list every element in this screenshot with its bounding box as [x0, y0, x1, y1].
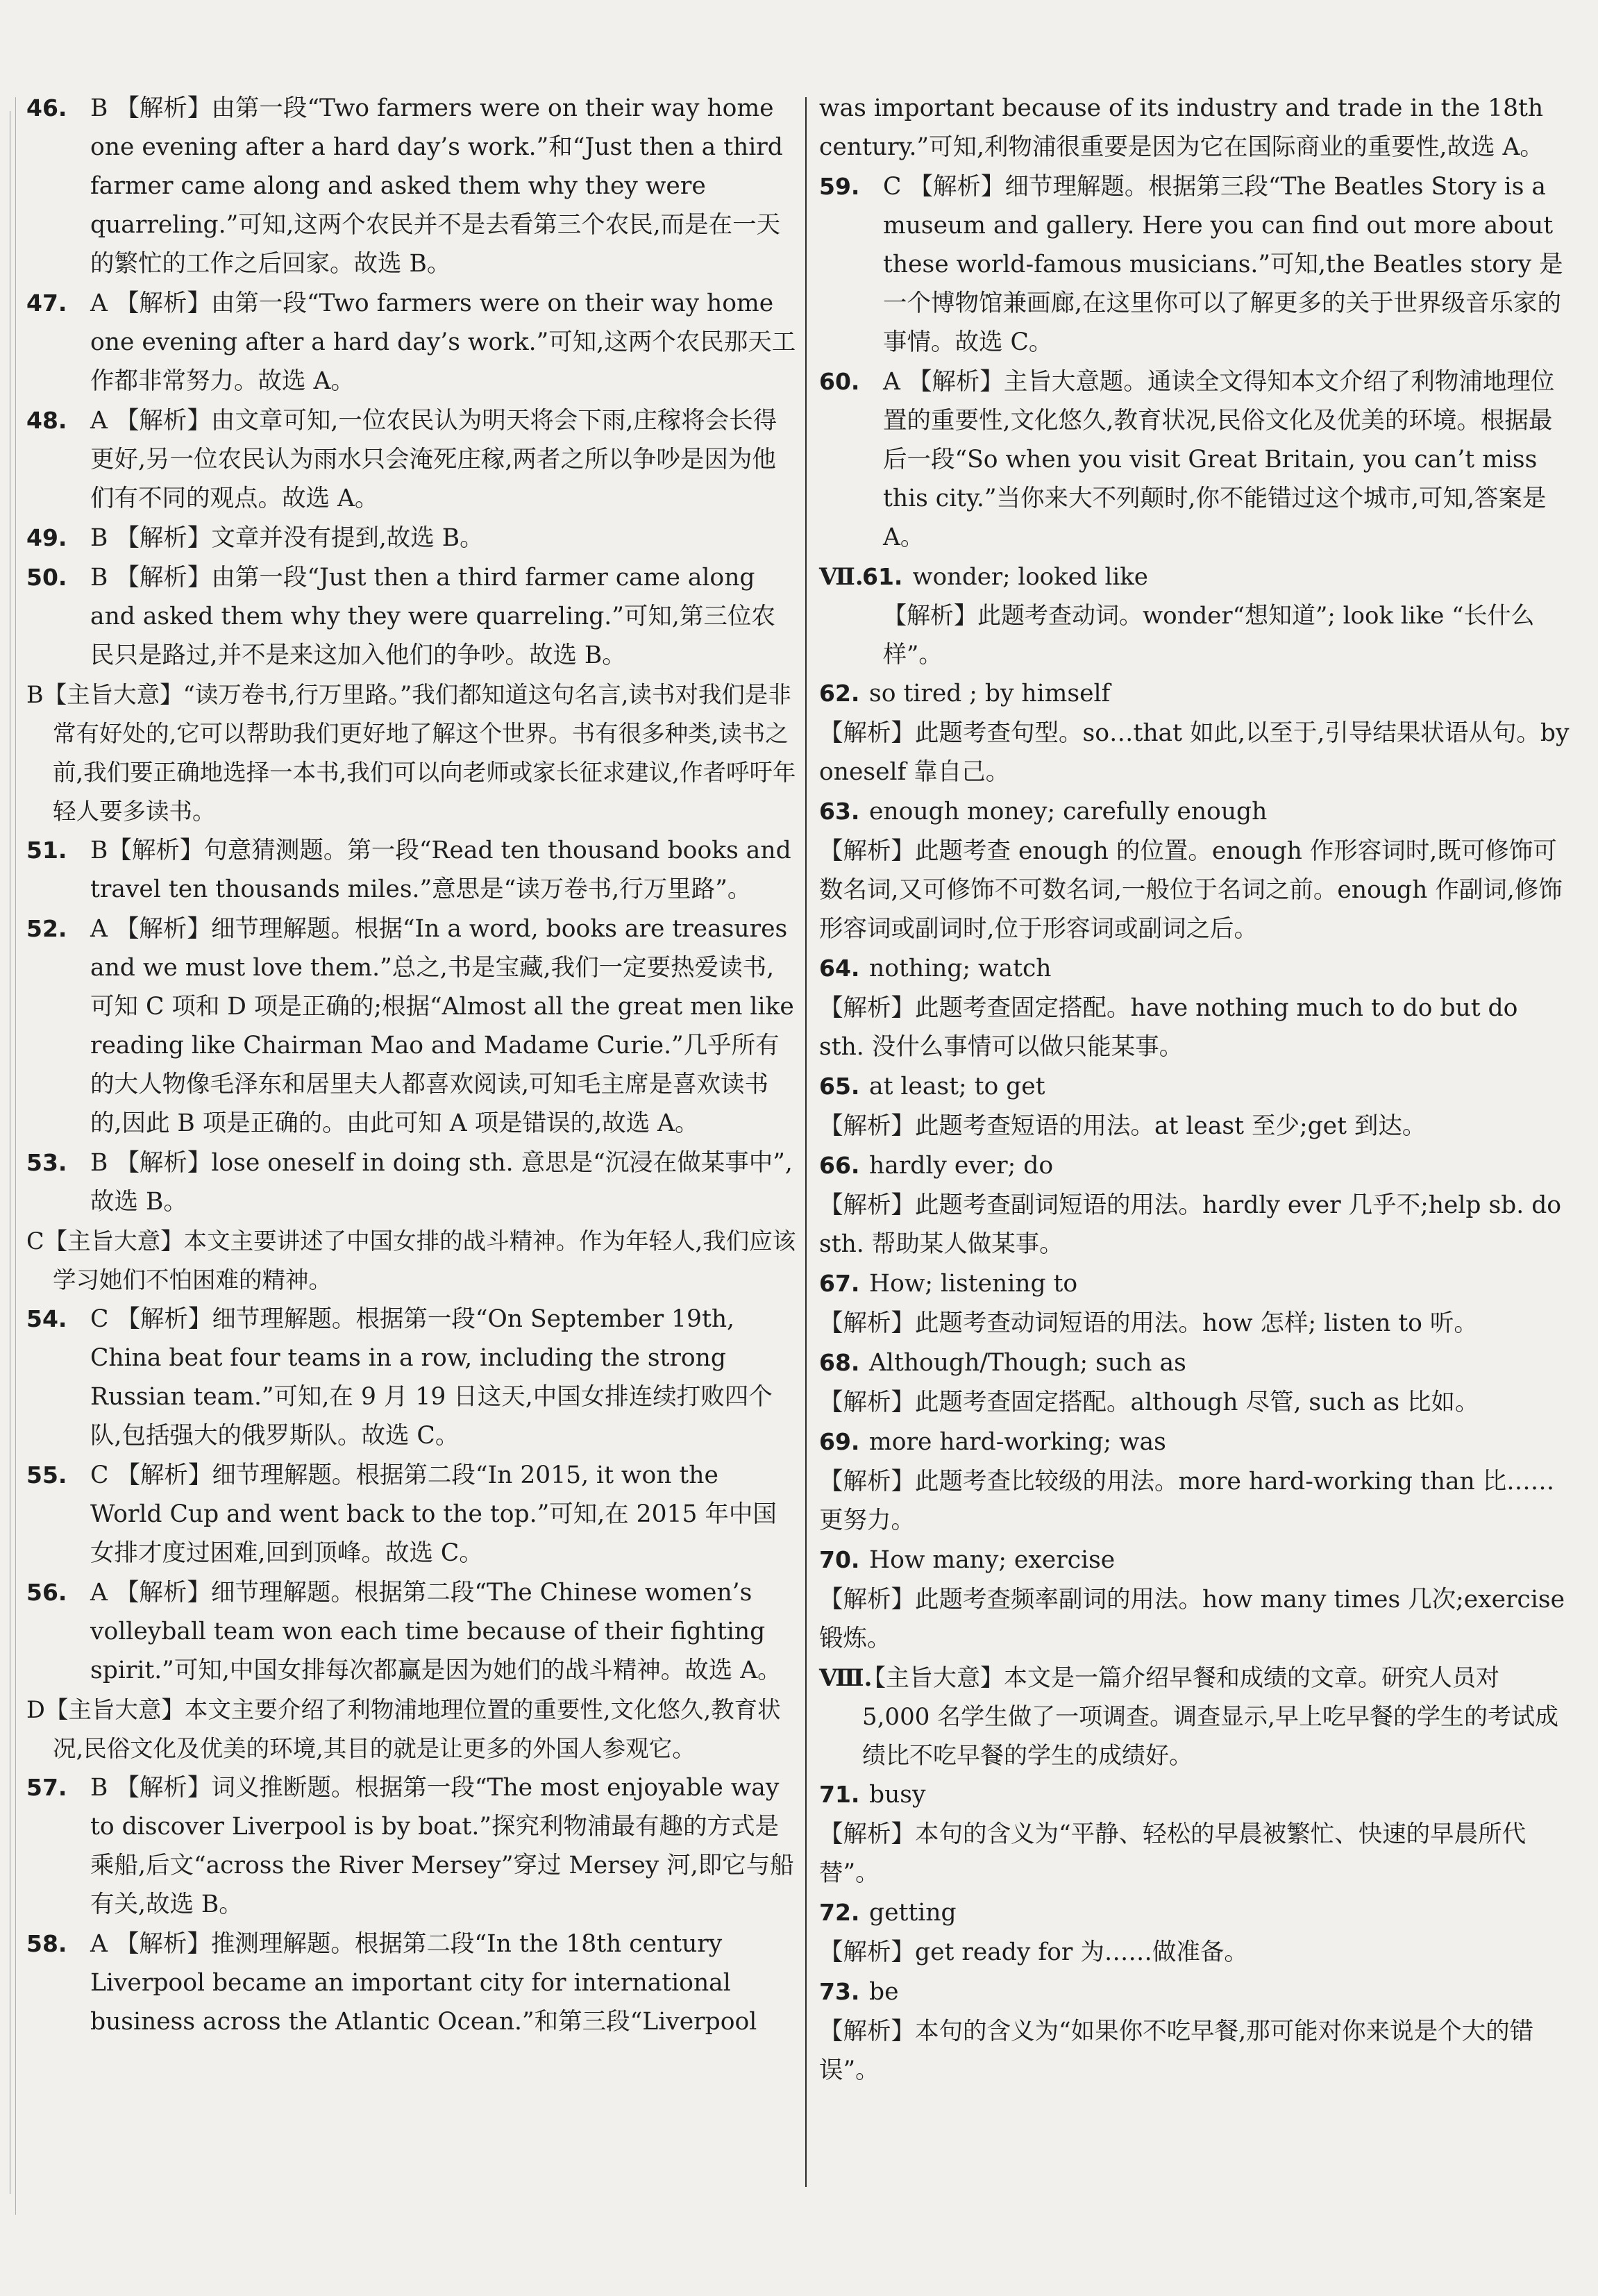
- answer-explanation: 【解析】本句的含义为“如果你不吃早餐,那可能对你来说是个大的错误”。: [819, 2018, 1534, 2084]
- question-number: 67.: [819, 1270, 860, 1297]
- answer-explanation: 【解析】get ready for 为……做准备。: [819, 1938, 1248, 1966]
- question-number: 58.: [26, 1930, 67, 1957]
- question-number: 53.: [26, 1149, 67, 1176]
- answer-explanation: 【解析】此题考查 enough 的位置。enough 作形容词时,既可修饰可数名词,又可修饰不可数名词,一般位于名词之前。enough 作副词,修饰形容词或副词时,位于形容词或副词之后。: [819, 837, 1563, 943]
- question-number: 52.: [26, 915, 67, 942]
- binding-edge: [0, 111, 10, 2194]
- answer-item: [819, 792, 1570, 831]
- question-number: 63.: [819, 798, 860, 825]
- section-numeral: Ⅶ.: [819, 563, 864, 591]
- answer-text: A 【解析】细节理解题。根据“In a word, books are treasures and we must love them.”总之,书是宝藏,我们一定要热爱读书,可知 C 项和 D 项是正确的;根据“Almost all the great men like reading like Chairman Mao and Madame Curie.”几乎所有的大人物像毛泽东和居里夫人都喜欢阅读,可知毛主席是喜欢读书的,因此 B 项是正确的。由此可知 A 项是错误的,故选 A。: [90, 915, 794, 1137]
- answer-explanation: 【解析】此题考查句型。so…that 如此,以至于,引导结果状语从句。by oneself 靠自己。: [819, 719, 1570, 786]
- answer-text: getting: [869, 1899, 957, 1927]
- answer-text: C 【解析】细节理解题。根据第二段“In 2015, it won the World Cup and went back to the top.”可知,在 2015 年中国女排才度过困难,回到顶峰。故选 C。: [90, 1461, 777, 1567]
- question-number: 65.: [819, 1073, 860, 1100]
- answer-text: How; listening to: [869, 1270, 1078, 1298]
- answer-item: [819, 1146, 1570, 1185]
- answer-explanation: 【解析】此题考查副词短语的用法。hardly ever 几乎不;help sb. do sth. 帮助某人做某事。: [819, 1191, 1562, 1258]
- section-numeral: Ⅷ.: [819, 1664, 873, 1692]
- question-number: 57.: [26, 1774, 67, 1801]
- question-number: 48.: [26, 407, 67, 434]
- question-number: 60.: [819, 368, 860, 395]
- question-number: 54.: [26, 1305, 67, 1332]
- question-number: 71.: [819, 1781, 860, 1808]
- answer-text: C 【解析】细节理解题。根据第一段“On September 19th, China beat four teams in a row, including the strong Russian team.”可知,在 9 月 19 日这天,中国女排连续打败四个队,包括强大的俄罗斯队。故选 C。: [90, 1305, 773, 1450]
- answer-text: Although/Though; such as: [869, 1349, 1186, 1377]
- answer-item: [26, 401, 797, 518]
- answer-text: A 【解析】推测理解题。根据第二段“In the 18th century Liverpool became an important city for international business across the Atlantic Ocean.”和第三段“Liverpool: [90, 1930, 757, 2036]
- question-number: 68.: [819, 1349, 860, 1376]
- answer-text: B 【解析】词义推断题。根据第一段“The most enjoyable way to discover Liverpool is by boat.”探究利物浦最有趣的方式是乘船,后文“across the River Mersey”穿过 Mersey 河,即它与船有关,故选 B。: [90, 1774, 794, 1918]
- answer-explanation: 【解析】此题考查频率副词的用法。how many times 几次;exercise 锻炼。: [819, 1586, 1565, 1652]
- question-number: 55.: [26, 1461, 67, 1489]
- answer-text: hardly ever; do: [869, 1152, 1054, 1180]
- answer-item: [26, 831, 797, 909]
- answer-item: [26, 1768, 797, 1924]
- question-number: 56.: [26, 1579, 67, 1606]
- answer-item: [26, 1143, 797, 1221]
- answer-item: [819, 1264, 1570, 1303]
- answer-text: C 【解析】细节理解题。根据第三段“The Beatles Story is a museum and gallery. Here you can find out more about these world-famous musicians.”可知,the Beatles story 是一个博物馆兼画廊,在这里你可以了解更多的关于世界级音乐家的事情。故选 C。: [883, 173, 1563, 356]
- answer-item: [819, 1067, 1570, 1106]
- question-number: 61.: [862, 563, 903, 590]
- answer-item: [26, 519, 797, 558]
- answer-item: [819, 1423, 1570, 1461]
- answer-item: [819, 674, 1570, 713]
- question-number: 46.: [26, 94, 67, 121]
- answer-text: more hard-working; was: [869, 1428, 1166, 1456]
- answer-text: nothing; watch: [869, 955, 1052, 982]
- answer-explanation: 【解析】此题考查动词短语的用法。how 怎样; listen to 听。: [819, 1309, 1478, 1337]
- answer-item: [26, 284, 797, 401]
- question-number: 51.: [26, 837, 67, 864]
- binding-line: [15, 97, 16, 2215]
- answer-text: A 【解析】由文章可知,一位农民认为明天将会下雨,庄稼将会长得更好,另一位农民认为雨水只会淹死庄稼,两者之所以争吵是因为他们有不同的观点。故选 A。: [90, 407, 777, 512]
- answer-explanation: 【解析】本句的含义为“平静、轻松的早晨被繁忙、快速的早晨所代替”。: [819, 1820, 1526, 1887]
- question-number: 69.: [819, 1428, 860, 1455]
- left-column: [26, 89, 797, 2042]
- answer-text: How many; exercise: [869, 1546, 1116, 1574]
- question-number: 72.: [819, 1899, 860, 1926]
- answer-text: so tired ; by himself: [869, 680, 1111, 707]
- summary-text: 【主旨大意】本文是一篇介绍早餐和成绩的文章。研究人员对 5,000 名学生做了一项调查。调查显示,早上吃早餐的学生的考试成绩比不吃早餐的学生的成绩好。: [862, 1664, 1558, 1770]
- question-number: 59.: [819, 173, 860, 200]
- question-number: 70.: [819, 1546, 860, 1573]
- section-item: [819, 558, 1570, 596]
- answer-explanation: 【解析】此题考查固定搭配。have nothing much to do but do sth. 没什么事情可以做只能某事。: [819, 994, 1518, 1061]
- answer-text: at least; to get: [869, 1073, 1045, 1100]
- passage-summary: C【主旨大意】本文主要讲述了中国女排的战斗精神。作为年轻人,我们应该学习她们不怕困难的精神。: [26, 1227, 796, 1293]
- right-column: [819, 89, 1570, 2090]
- answer-explanation: 【解析】此题考查短语的用法。at least 至少;get 到达。: [819, 1112, 1427, 1140]
- answer-text: B 【解析】文章并没有提到,故选 B。: [90, 524, 484, 552]
- answer-item: [26, 1300, 797, 1455]
- answer-item: [819, 1541, 1570, 1579]
- question-number: 49.: [26, 524, 67, 551]
- answer-text: A 【解析】主旨大意题。通读全文得知本文介绍了利物浦地理位置的重要性,文化悠久,教育状况,民俗文化及优美的环境。根据最后一段“So when you visit Great Britain, you can’t miss this city.”当你来大不列颠时,你不能错过这个城市,可知,答案是 A。: [883, 368, 1555, 551]
- answer-item: [26, 558, 797, 675]
- answer-item: [819, 1343, 1570, 1382]
- answer-text: busy: [869, 1781, 926, 1809]
- answer-item: [819, 1893, 1570, 1932]
- answer-explanation: 【解析】此题考查固定搭配。although 尽管, such as 比如。: [819, 1389, 1479, 1416]
- question-number: 66.: [819, 1152, 860, 1179]
- answer-text: B 【解析】lose oneself in doing sth. 意思是“沉浸在做某事中”,故选 B。: [90, 1149, 793, 1216]
- answer-text: B 【解析】由第一段“Just then a third farmer came along and asked them why they were quarreling.”可知,第三位农民只是路过,并不是来这加入他们的争吵。故选 B。: [90, 564, 775, 669]
- answer-explanation: 【解析】此题考查动词。wonder“想知道”; look like “长什么样”。: [883, 602, 1535, 669]
- question-number: 73.: [819, 1978, 860, 2005]
- answer-item: [819, 1775, 1570, 1814]
- answer-text: enough money; carefully enough: [869, 798, 1268, 826]
- column-divider: [805, 97, 807, 2187]
- answer-item: [819, 1972, 1570, 2011]
- question-number: 50.: [26, 564, 67, 591]
- answer-text: B【解析】句意猜测题。第一段“Read ten thousand books and travel ten thousands miles.”意思是“读万卷书,行万里路”。: [90, 837, 791, 903]
- answer-text: wonder; looked like: [912, 563, 1148, 591]
- question-number: 64.: [819, 955, 860, 982]
- question-number: 62.: [819, 680, 860, 707]
- answer-text: A 【解析】由第一段“Two farmers were on their way home one evening after a hard day’s work.”可知,这两个农民那天工作都非常努力。故选 A。: [90, 290, 796, 395]
- answer-text: be: [869, 1978, 899, 2006]
- answer-item: [819, 362, 1570, 557]
- answer-continuation: was important because of its industry and trade in the 18th century.”可知,利物浦很重要是因为它在国际商业的重要性,故选 A。: [819, 94, 1544, 161]
- answer-text: A 【解析】细节理解题。根据第二段“The Chinese women’s volleyball team won each time because of their fighting spirit.”可知,中国女排每次都赢是因为她们的战斗精神。故选 A。: [90, 1579, 782, 1684]
- answer-item: [26, 1456, 797, 1573]
- question-number: 47.: [26, 290, 67, 317]
- answer-item: [819, 949, 1570, 988]
- answer-text: B 【解析】由第一段“Two farmers were on their way home one evening after a hard day’s work.”和“Just then a third farmer came along and asked them why they were quarreling.”可知,这两个农民并不是去看第三个农民,而是在一天的繁忙的工作之后回家。故选 B。: [90, 94, 783, 278]
- section-summary: [819, 1659, 1570, 1775]
- passage-summary: B【主旨大意】“读万卷书,行万里路。”我们都知道这句名言,读书对我们是非常有好处的,它可以帮助我们更好地了解这个世界。书有很多种类,读书之前,我们要正确地选择一本书,我们可以向老师或家长征求建议,作者呼吁年轻人要多读书。: [26, 681, 796, 825]
- answer-item: [26, 89, 797, 283]
- answer-item: [819, 167, 1570, 362]
- answer-explanation: 【解析】此题考查比较级的用法。more hard-working than 比……更努力。: [819, 1468, 1555, 1534]
- answer-item: [26, 910, 797, 1143]
- answer-item: [26, 1573, 797, 1690]
- passage-summary: D【主旨大意】本文主要介绍了利物浦地理位置的重要性,文化悠久,教育状况,民俗文化及优美的环境,其目的就是让更多的外国人参观它。: [26, 1696, 781, 1762]
- answer-item: [26, 1925, 797, 2041]
